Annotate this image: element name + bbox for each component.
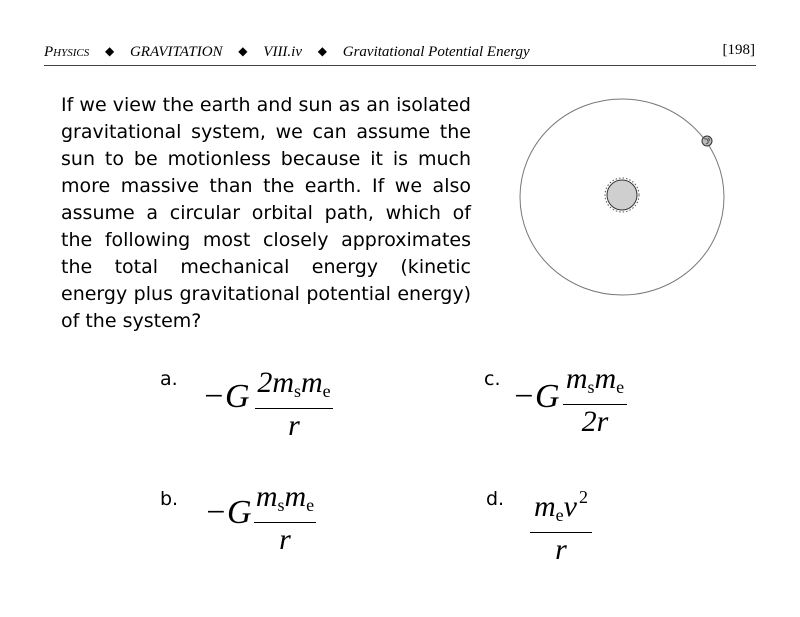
formula-denominator: r (288, 409, 300, 442)
page-number: [198] (722, 42, 755, 58)
formula-numerator: $m_sm_e$ (565, 362, 625, 397)
choice-letter: a. (160, 368, 178, 390)
formula-numerator: $2m_sm_e$ (257, 366, 331, 401)
orbit-diagram (516, 96, 728, 298)
earth-icon (702, 136, 712, 146)
choice-b[interactable] (160, 480, 360, 558)
diamond-separator-icon: ◆ (317, 44, 327, 58)
formula-fraction (530, 482, 592, 565)
diamond-separator-icon: ◆ (238, 44, 248, 58)
section-title: Gravitational Potential Energy (342, 44, 530, 60)
diamond-separator-icon: ◆ (104, 44, 115, 58)
sun-icon (607, 180, 637, 210)
question-text: If we view the earth and sun as an isolated gravitational system, we can assume the sun to be motionless because it is much more massive than the earth. If we also assume a circular orbital path, which of the following most closely approximates the total mechanical energy (kinetic energy plus gravitational potential energy) of the system? (61, 94, 471, 332)
choice-letter: d. (486, 488, 505, 510)
section-label: VIII.iv (263, 44, 303, 60)
formula-numerator: $m_sm_e$ (255, 480, 315, 515)
formula-denominator: r (555, 533, 567, 566)
choice-a[interactable] (160, 366, 360, 442)
formula-fraction (254, 482, 316, 555)
formula-coefficient: −G (512, 378, 560, 415)
choice-letter: b. (160, 488, 179, 510)
subject-label: Physics (44, 44, 90, 60)
formula-denominator: r (279, 523, 291, 556)
choice-c[interactable] (484, 362, 684, 438)
formula-coefficient: −G (204, 494, 252, 531)
choice-letter: c. (484, 368, 501, 390)
formula-denominator: 2r (581, 405, 609, 438)
choice-d[interactable] (486, 487, 686, 566)
topic-label: GRAVITATION (129, 44, 223, 60)
breadcrumb (44, 44, 530, 61)
page-header (44, 41, 756, 66)
formula-fraction (563, 364, 627, 437)
formula-coefficient: −G (202, 378, 250, 415)
formula-fraction (255, 368, 333, 441)
formula-numerator: $m_ev$ $^2$ (534, 487, 588, 525)
